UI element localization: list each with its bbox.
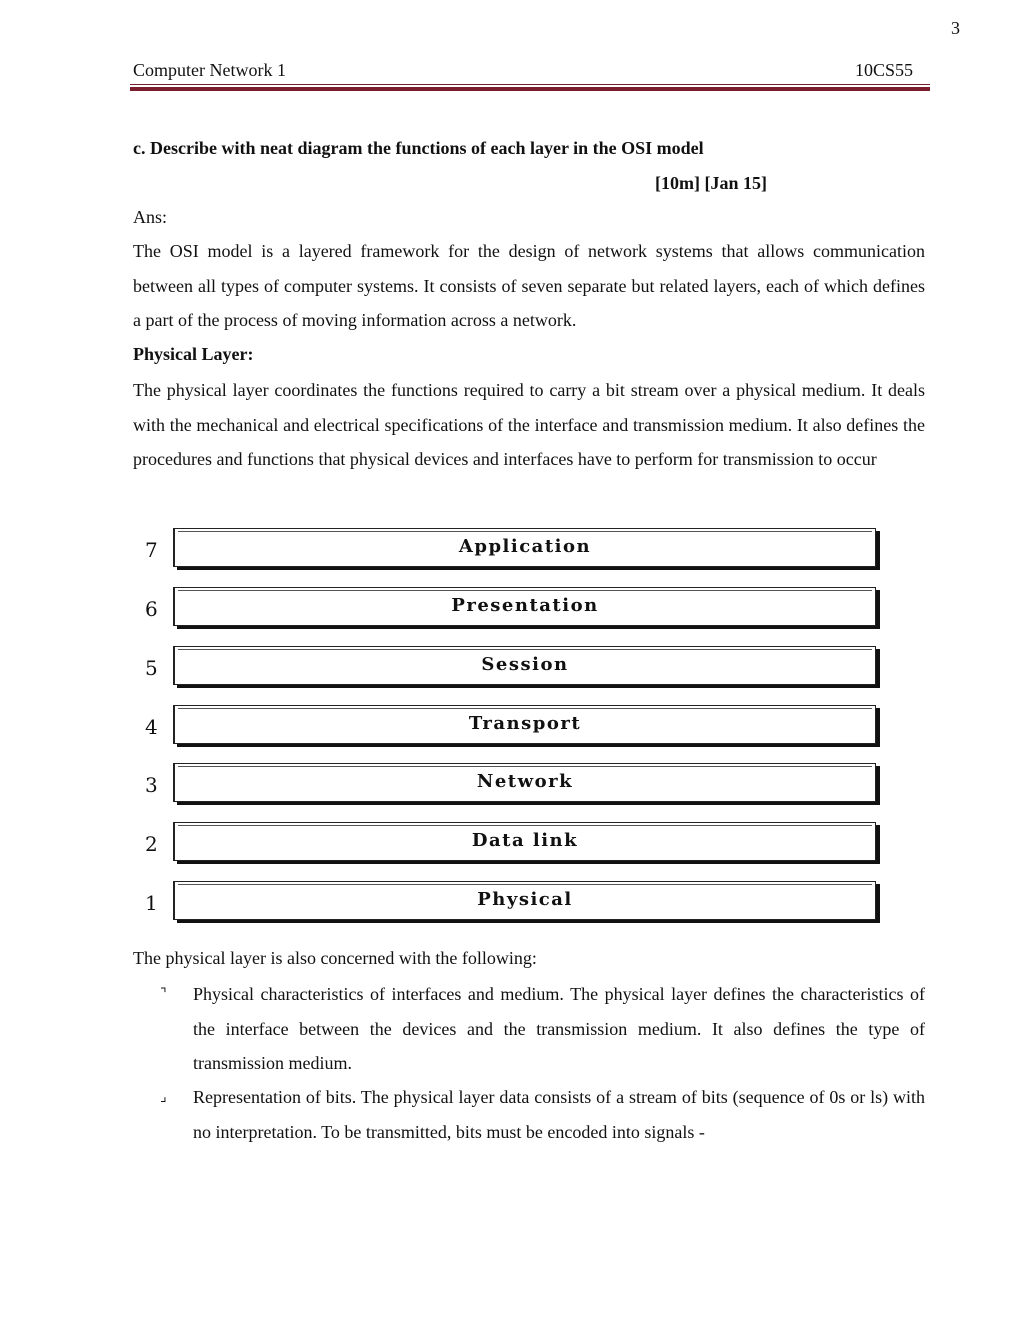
header-rule-thick bbox=[130, 87, 930, 91]
layer-number: 2 bbox=[145, 832, 158, 856]
question-text: c. Describe with neat diagram the functions of each layer in the OSI model bbox=[133, 138, 704, 158]
intro-paragraph: The OSI model is a layered framework for the design of network systems that allows communication between all types of computer systems. It consists of seven separate but related layers, each of which defines a part of the process of moving information across a network. bbox=[133, 241, 925, 330]
layer-row bbox=[140, 822, 900, 866]
list-item-text: Physical characteristics of interfaces and medium. The physical layer defines the characteristics of the interface between the devices and the transmission medium. It also defines the type of transmission medium. bbox=[193, 984, 925, 1073]
bullet-icon: ⌟ bbox=[160, 1089, 167, 1105]
list-item-text: Representation of bits. The physical layer data consists of a stream of bits (sequence of 0s or ls) with no interpretation. To be transmitted, bits must be encoded into signals - bbox=[193, 1087, 925, 1142]
osi-layer-diagram bbox=[140, 528, 900, 928]
layer-number: 7 bbox=[145, 538, 158, 562]
layer-number: 3 bbox=[145, 773, 158, 797]
layer-box bbox=[173, 881, 876, 920]
layer-number: 4 bbox=[145, 715, 158, 739]
layer-box bbox=[173, 822, 876, 861]
concerns-intro: The physical layer is also concerned with the following: bbox=[133, 948, 537, 968]
answer-label: Ans: bbox=[133, 207, 168, 227]
layer-name: Session bbox=[481, 654, 569, 675]
layer-row bbox=[140, 763, 900, 807]
header-rule-thin bbox=[130, 84, 930, 85]
layer-name: Presentation bbox=[451, 595, 599, 616]
layer-row bbox=[140, 528, 900, 572]
page-number: 3 bbox=[951, 18, 960, 38]
layer-box bbox=[173, 587, 876, 626]
layer-row bbox=[140, 705, 900, 749]
layer-box bbox=[173, 646, 876, 685]
page-header bbox=[133, 60, 913, 82]
layer-box bbox=[173, 528, 876, 567]
layer-name: Network bbox=[476, 771, 574, 792]
list-item bbox=[160, 1080, 925, 1150]
layer-box bbox=[173, 763, 876, 802]
header-course-code: 10CS55 bbox=[854, 60, 913, 80]
layer-number: 6 bbox=[145, 597, 158, 621]
layer-name: Physical bbox=[477, 889, 573, 910]
layer-number: 1 bbox=[145, 891, 158, 915]
physical-layer-paragraph: The physical layer coordinates the functions required to carry a bit stream over a physical medium. It deals with the mechanical and electrical specifications of the interface and transmission medium. It also defines the procedures and functions that physical devices and interfaces have to perform for transmission to occur bbox=[133, 380, 925, 469]
layer-box bbox=[173, 705, 876, 744]
bullet-icon: ⌝ bbox=[160, 986, 167, 1002]
layer-number: 5 bbox=[145, 656, 158, 680]
layer-row bbox=[140, 646, 900, 690]
layer-name: Data link bbox=[471, 830, 579, 851]
layer-row bbox=[140, 587, 900, 631]
question-marks: [10m] [Jan 15] bbox=[655, 173, 767, 193]
list-item bbox=[160, 977, 925, 1083]
layer-name: Transport bbox=[468, 713, 582, 734]
header-course-title: Computer Network 1 bbox=[133, 60, 286, 80]
layer-name: Application bbox=[458, 536, 592, 557]
layer-row bbox=[140, 881, 900, 925]
physical-layer-heading: Physical Layer: bbox=[133, 344, 254, 364]
